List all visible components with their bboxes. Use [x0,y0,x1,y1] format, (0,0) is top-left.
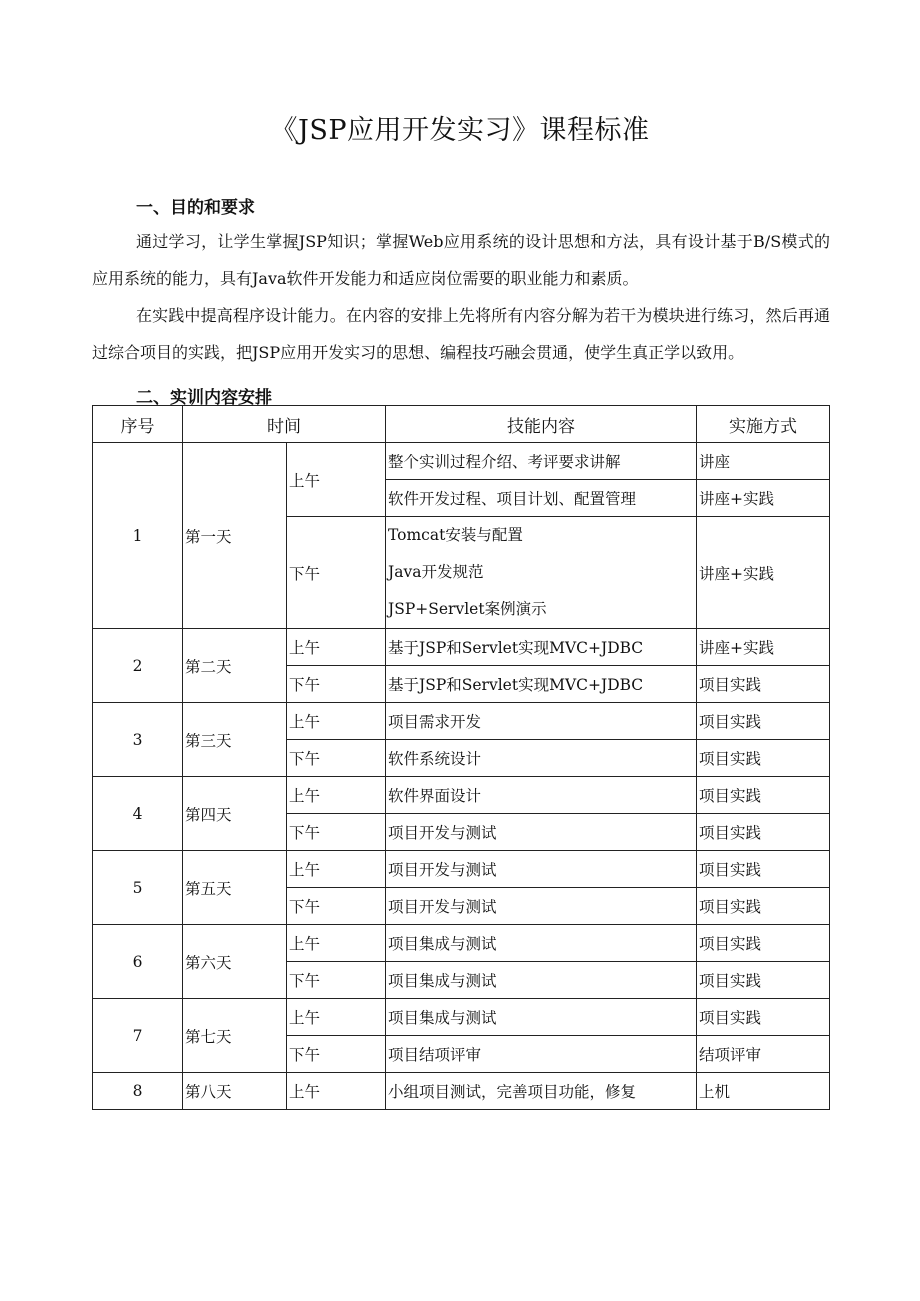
header-no: 序号 [93,406,183,443]
method-cell: 项目实践 [697,851,830,888]
period-label: 上午 [287,851,386,888]
method-cell: 讲座+实践 [697,480,830,517]
day-label: 第五天 [183,851,287,925]
row-number: 4 [93,777,183,851]
method-cell: 项目实践 [697,999,830,1036]
method-cell: 结项评审 [697,1036,830,1073]
content-cell: 项目集成与测试 [386,925,697,962]
content-cell: 基于JSP和Servlet实现MVC+JDBC [386,666,697,703]
schedule-table [92,405,830,1110]
row-number: 2 [93,629,183,703]
method-cell: 上机 [697,1073,830,1110]
period-label: 下午 [287,740,386,777]
table-row [93,443,830,480]
table-row [93,703,830,740]
table-row [93,629,830,666]
content-cell: 整个实训过程介绍、考评要求讲解 [386,443,697,480]
period-label: 下午 [287,814,386,851]
content-line: JSP+Servlet案例演示 [388,600,547,618]
period-label: 上午 [287,443,386,517]
header-content: 技能内容 [386,406,697,443]
header-method: 实施方式 [697,406,830,443]
period-label: 上午 [287,629,386,666]
table-row [93,999,830,1036]
method-cell: 项目实践 [697,814,830,851]
day-label: 第七天 [183,999,287,1073]
paragraph-practice: 在实践中提高程序设计能力。在内容的安排上先将所有内容分解为若干为模块进行练习，然后再通过综合项目的实践，把JSP应用开发实习的思想、编程技巧融会贯通，使学生真正学以致用。 [92,306,830,362]
method-cell: 项目实践 [697,962,830,999]
content-line: Java开发规范 [388,563,484,581]
period-label: 下午 [287,962,386,999]
content-cell: 软件界面设计 [386,777,697,814]
method-cell: 项目实践 [697,777,830,814]
period-label: 下午 [287,888,386,925]
table-row [93,777,830,814]
day-label: 第八天 [183,1073,287,1110]
period-label: 上午 [287,999,386,1036]
content-cell [386,517,697,629]
day-label: 第一天 [183,443,287,629]
method-cell: 项目实践 [697,740,830,777]
table-header-row [93,406,830,443]
content-cell: 项目集成与测试 [386,999,697,1036]
day-label: 第三天 [183,703,287,777]
period-label: 下午 [287,666,386,703]
content-cell: 软件系统设计 [386,740,697,777]
content-cell: 小组项目测试，完善项目功能，修复 [386,1073,697,1110]
row-number: 5 [93,851,183,925]
table-row [93,1073,830,1110]
method-cell: 项目实践 [697,925,830,962]
content-cell: 软件开发过程、项目计划、配置管理 [386,480,697,517]
paragraph-goals: 通过学习，让学生掌握JSP知识；掌握Web应用系统的设计思想和方法，具有设计基于B/S模式的应用系统的能力，具有Java软件开发能力和适应岗位需要的职业能力和素质。 [92,232,830,288]
method-cell: 讲座+实践 [697,517,830,629]
method-cell: 讲座 [697,443,830,480]
header-time: 时间 [183,406,386,443]
method-cell: 项目实践 [697,666,830,703]
content-cell: 项目结项评审 [386,1036,697,1073]
day-label: 第六天 [183,925,287,999]
table-row [93,851,830,888]
content-cell: 项目需求开发 [386,703,697,740]
row-number: 8 [93,1073,183,1110]
content-cell: 基于JSP和Servlet实现MVC+JDBC [386,629,697,666]
table-row [93,925,830,962]
period-label: 上午 [287,777,386,814]
page-title: 《JSP应用开发实习》课程标准 [270,115,650,146]
period-label: 下午 [287,517,386,629]
content-cell: 项目开发与测试 [386,888,697,925]
method-cell: 项目实践 [697,703,830,740]
content-cell: 项目开发与测试 [386,851,697,888]
content-cell: 项目集成与测试 [386,962,697,999]
row-number: 1 [93,443,183,629]
method-cell: 项目实践 [697,888,830,925]
row-number: 3 [93,703,183,777]
row-number: 6 [93,925,183,999]
content-line: Tomcat安装与配置 [388,526,523,544]
period-label: 下午 [287,1036,386,1073]
content-cell: 项目开发与测试 [386,814,697,851]
period-label: 上午 [287,703,386,740]
period-label: 上午 [287,925,386,962]
method-cell: 讲座+实践 [697,629,830,666]
section-heading-schedule: 二、实训内容安排 [136,388,272,408]
row-number: 7 [93,999,183,1073]
day-label: 第四天 [183,777,287,851]
period-label: 上午 [287,1073,386,1110]
section-heading-goals: 一、目的和要求 [136,198,255,218]
day-label: 第二天 [183,629,287,703]
